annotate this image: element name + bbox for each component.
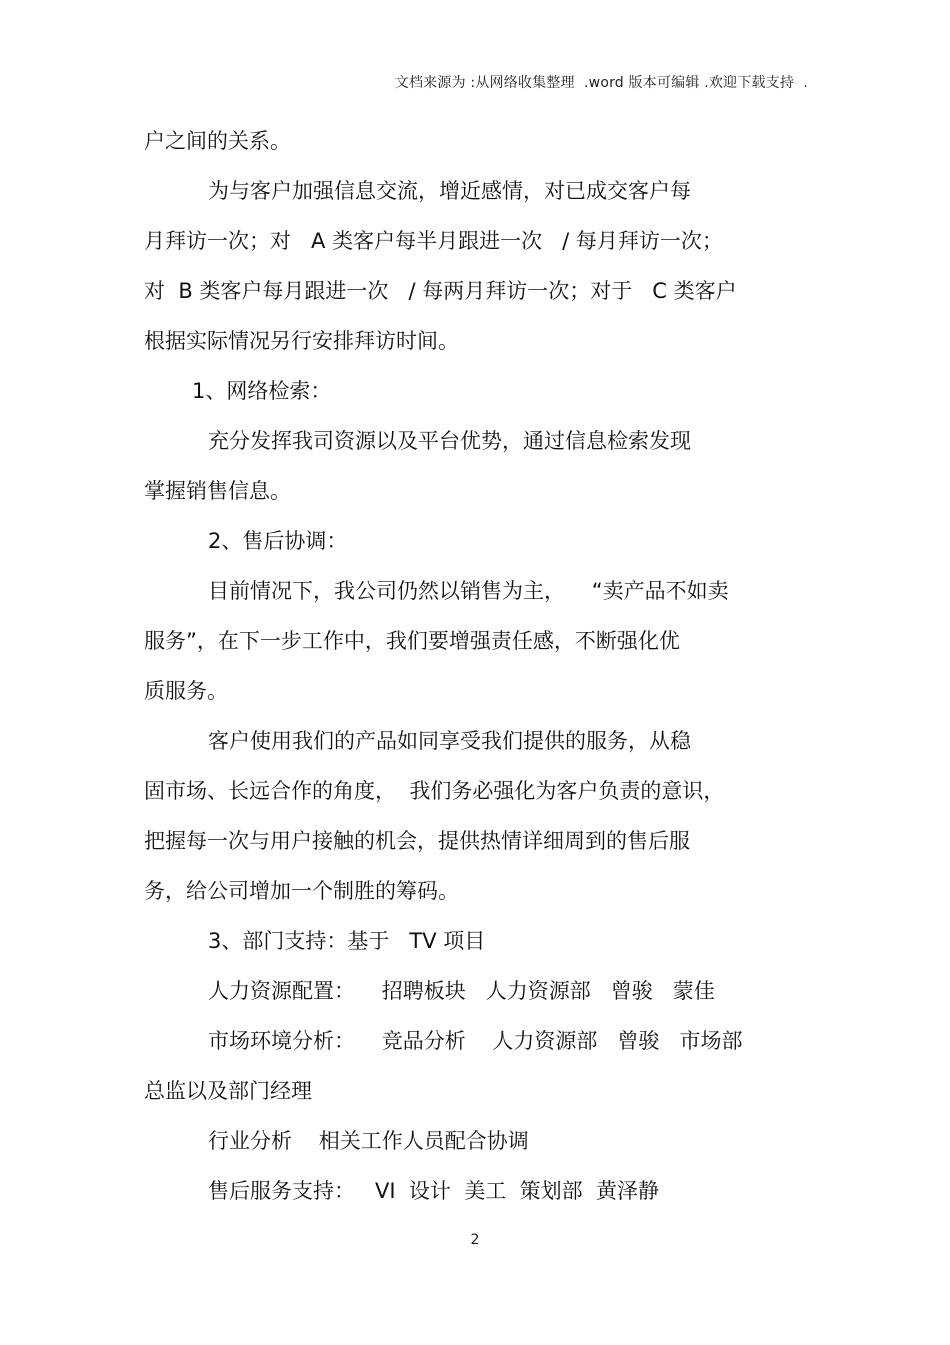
- text-line: 充分发挥我司资源以及平台优势，通过信息检索发现: [208, 429, 691, 453]
- text-line: 服务”，在下一步工作中，我们要增强责任感，不断强化优: [144, 629, 680, 653]
- page-header: 文档来源为 :从网络收集整理 .word 版本可编辑 .欢迎下载支持 .: [394, 75, 808, 91]
- text-line: 务，给公司增加一个制胜的筹码。: [144, 879, 459, 903]
- text-line: 行业分析 相关工作人员配合协调: [208, 1129, 529, 1153]
- text-line: 户之间的关系。: [144, 129, 291, 153]
- text-line: 月拜访一次；对 A 类客户每半月跟进一次 / 每月拜访一次；: [144, 229, 723, 253]
- text-line: 把握每一次与用户接触的机会，提供热情详细周到的售后服: [144, 829, 690, 853]
- text-line: 目前情况下，我公司仍然以销售为主， “卖产品不如卖: [208, 579, 729, 603]
- text-line: 为与客户加强信息交流，增近感情，对已成交客户每: [208, 179, 691, 203]
- text-line: 对 B 类客户每月跟进一次 / 每两月拜访一次；对于 C 类客户: [144, 279, 737, 303]
- section-heading-department-support: 3、部门支持：基于 TV 项目: [208, 929, 486, 953]
- text-line: 根据实际情况另行安排拜访时间。: [144, 329, 459, 353]
- text-line: 质服务。: [144, 679, 228, 703]
- text-line: 客户使用我们的产品如同享受我们提供的服务，从稳: [208, 729, 691, 753]
- text-line: 掌握销售信息。: [144, 479, 291, 503]
- text-line: 售后服务支持： VI 设计 美工 策划部 黄泽静: [208, 1179, 659, 1203]
- page-number: 2: [470, 1232, 480, 1248]
- section-heading-network-search: 1、网络检索：: [192, 379, 332, 403]
- section-heading-after-sales: 2、售后协调：: [208, 529, 348, 553]
- text-line: 固市场、长远合作的角度， 我们务必强化为客户负责的意识，: [144, 779, 725, 803]
- text-line: 总监以及部门经理: [144, 1079, 312, 1103]
- text-line: 市场环境分析： 竞品分析 人力资源部 曾骏 市场部: [208, 1029, 743, 1053]
- text-line: 人力资源配置： 招聘板块 人力资源部 曾骏 蒙佳: [208, 979, 715, 1003]
